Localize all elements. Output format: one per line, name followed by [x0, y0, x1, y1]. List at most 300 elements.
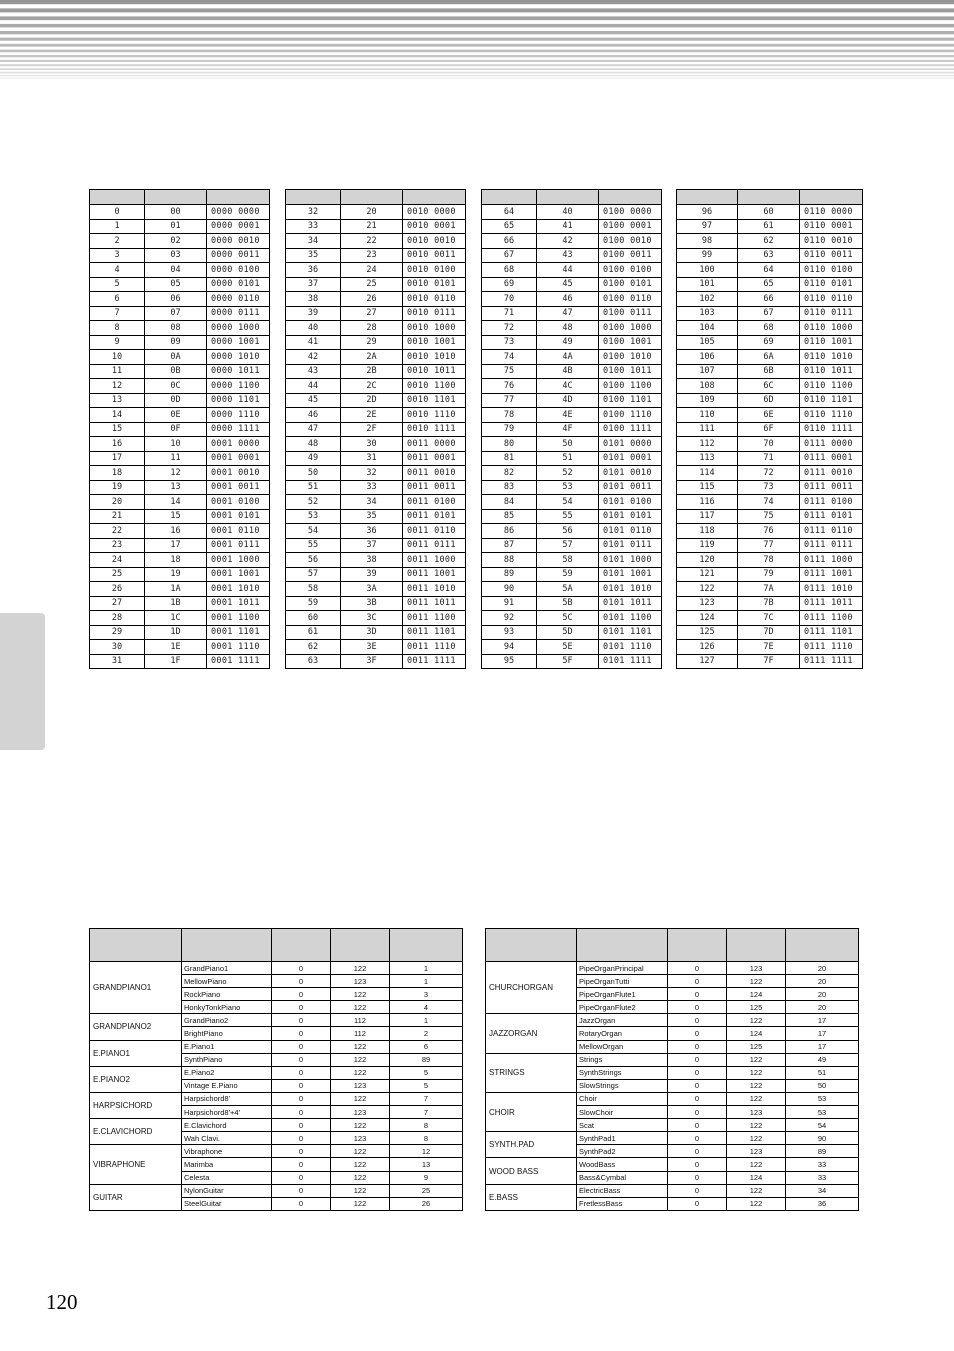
table-row	[677, 408, 863, 423]
hex-cell: 59	[537, 567, 599, 582]
hex-cell: 7B	[738, 596, 800, 611]
table-row	[286, 234, 466, 249]
binary-cell: 0000 1010	[207, 350, 270, 365]
decimal-cell: 84	[482, 495, 537, 510]
table-row	[90, 451, 270, 466]
voice-name-cell: Harpsichord8'+4'	[182, 1106, 272, 1119]
voice-name-cell: Strings	[577, 1053, 668, 1066]
table-row	[482, 495, 662, 510]
decimal-cell: 126	[677, 640, 738, 655]
decimal-cell: 2	[90, 234, 145, 249]
hex-cell: 74	[738, 495, 800, 510]
voice-group-cell: E.PIANO1	[90, 1040, 182, 1066]
binary-cell: 0100 1001	[599, 335, 662, 350]
table-row	[90, 263, 270, 278]
hex-cell: 7F	[738, 654, 800, 669]
binary-cell: 0110 0010	[800, 234, 863, 249]
binary-cell: 0100 0111	[599, 306, 662, 321]
decimal-cell: 53	[286, 509, 341, 524]
msb-cell: 0	[668, 1053, 727, 1066]
binary-cell: 0001 1110	[207, 640, 270, 655]
program-cell: 33	[786, 1158, 859, 1171]
binary-cell: 0001 1100	[207, 611, 270, 626]
decimal-cell: 0	[90, 205, 145, 220]
binary-cell: 0100 0100	[599, 263, 662, 278]
lsb-cell: 122	[331, 1053, 390, 1066]
lsb-cell: 124	[727, 1171, 786, 1184]
binary-cell: 0110 1100	[800, 379, 863, 394]
msb-cell: 0	[668, 1145, 727, 1158]
binary-cell: 0010 1010	[403, 350, 466, 365]
hex-cell: 16	[145, 524, 207, 539]
decimal-cell: 61	[286, 625, 341, 640]
decimal-cell: 25	[90, 567, 145, 582]
table-row	[286, 350, 466, 365]
table-row	[286, 654, 466, 669]
table-row	[286, 422, 466, 437]
msb-cell: 0	[272, 988, 331, 1001]
table-row	[286, 306, 466, 321]
hex-cell: 3A	[341, 582, 403, 597]
hex-cell: 43	[537, 248, 599, 263]
decimal-cell: 50	[286, 466, 341, 481]
table-header-row	[482, 190, 662, 205]
binary-cell: 0001 0010	[207, 466, 270, 481]
binary-cell: 0010 1011	[403, 364, 466, 379]
table-row	[677, 335, 863, 350]
program-cell: 7	[390, 1092, 463, 1105]
hex-cell: 24	[341, 263, 403, 278]
binary-cell: 0111 0010	[800, 466, 863, 481]
binary-cell: 0010 0101	[403, 277, 466, 292]
binary-cell: 0101 1010	[599, 582, 662, 597]
header-cell	[90, 929, 182, 962]
table-row	[482, 364, 662, 379]
program-cell: 89	[390, 1053, 463, 1066]
binary-cell: 0101 0000	[599, 437, 662, 452]
table-row	[90, 277, 270, 292]
voice-name-cell: Wah Clavi.	[182, 1132, 272, 1145]
lsb-cell: 122	[331, 962, 390, 975]
msb-cell: 0	[272, 1119, 331, 1132]
table-row	[90, 1119, 463, 1132]
hex-cell: 1E	[145, 640, 207, 655]
voice-name-cell: SynthStrings	[577, 1066, 668, 1079]
hex-cell: 2A	[341, 350, 403, 365]
table-row	[90, 1014, 463, 1027]
table-row	[90, 480, 270, 495]
table-row	[286, 451, 466, 466]
hex-cell: 06	[145, 292, 207, 307]
table-row	[286, 480, 466, 495]
hex-cell: 54	[537, 495, 599, 510]
conversion-table-3	[481, 189, 662, 669]
lsb-cell: 122	[727, 1092, 786, 1105]
decimal-cell: 17	[90, 451, 145, 466]
decimal-cell: 70	[482, 292, 537, 307]
binary-cell: 0111 0000	[800, 437, 863, 452]
binary-cell: 0000 0111	[207, 306, 270, 321]
decimal-cell: 118	[677, 524, 738, 539]
table-row	[90, 306, 270, 321]
table-row	[90, 1145, 463, 1158]
table-row	[90, 1040, 463, 1053]
table-row	[482, 248, 662, 263]
table-row	[486, 1014, 859, 1027]
table-row	[482, 219, 662, 234]
hex-cell: 32	[341, 466, 403, 481]
binary-cell: 0101 0111	[599, 538, 662, 553]
binary-cell: 0011 1000	[403, 553, 466, 568]
table-row	[482, 596, 662, 611]
binary-cell: 0101 1110	[599, 640, 662, 655]
decimal-cell: 73	[482, 335, 537, 350]
msb-cell: 0	[668, 1184, 727, 1197]
binary-cell: 0100 1000	[599, 321, 662, 336]
table-row	[90, 509, 270, 524]
binary-cell: 0010 0110	[403, 292, 466, 307]
binary-cell: 0110 0001	[800, 219, 863, 234]
lsb-cell: 124	[727, 1027, 786, 1040]
program-cell: 20	[786, 988, 859, 1001]
table-row	[482, 393, 662, 408]
voice-name-cell: PipeOrganFlute1	[577, 988, 668, 1001]
header-cell	[286, 190, 341, 205]
hex-cell: 63	[738, 248, 800, 263]
lsb-cell: 122	[331, 1145, 390, 1158]
binary-cell: 0001 1000	[207, 553, 270, 568]
hex-cell: 58	[537, 553, 599, 568]
voice-group-cell: CHOIR	[486, 1092, 577, 1131]
msb-cell: 0	[668, 962, 727, 975]
binary-cell: 0100 1111	[599, 422, 662, 437]
binary-cell: 0001 1001	[207, 567, 270, 582]
binary-cell: 0111 0110	[800, 524, 863, 539]
msb-cell: 0	[272, 1092, 331, 1105]
table-row	[677, 466, 863, 481]
table-row	[677, 611, 863, 626]
table-row	[677, 654, 863, 669]
header-cell	[272, 929, 331, 962]
hex-cell: 6A	[738, 350, 800, 365]
table-row	[286, 596, 466, 611]
msb-cell: 0	[668, 1001, 727, 1014]
hex-cell: 69	[738, 335, 800, 350]
table-row	[90, 205, 270, 220]
hex-cell: 0A	[145, 350, 207, 365]
decimal-cell: 89	[482, 567, 537, 582]
voice-table-2	[485, 928, 859, 1211]
header-cell	[577, 929, 668, 962]
binary-cell: 0110 0110	[800, 292, 863, 307]
lsb-cell: 122	[727, 975, 786, 988]
lsb-cell: 125	[727, 1040, 786, 1053]
binary-cell: 0011 1101	[403, 625, 466, 640]
voice-group-cell: GUITAR	[90, 1184, 182, 1210]
program-cell: 49	[786, 1053, 859, 1066]
binary-cell: 0000 0010	[207, 234, 270, 249]
decimal-cell: 98	[677, 234, 738, 249]
hex-cell: 6F	[738, 422, 800, 437]
table-row	[286, 466, 466, 481]
decimal-cell: 6	[90, 292, 145, 307]
hex-cell: 52	[537, 466, 599, 481]
binary-cell: 0011 1010	[403, 582, 466, 597]
table-row	[482, 408, 662, 423]
header-cell	[599, 190, 662, 205]
hex-cell: 17	[145, 538, 207, 553]
table-row	[286, 509, 466, 524]
decimal-cell: 117	[677, 509, 738, 524]
binary-cell: 0101 0001	[599, 451, 662, 466]
voice-group-cell: CHURCHORGAN	[486, 962, 577, 1014]
table-row	[90, 466, 270, 481]
binary-cell: 0001 0100	[207, 495, 270, 510]
hex-cell: 1D	[145, 625, 207, 640]
decimal-cell: 80	[482, 437, 537, 452]
table-row	[286, 625, 466, 640]
hex-cell: 34	[341, 495, 403, 510]
decimal-cell: 95	[482, 654, 537, 669]
decimal-cell: 37	[286, 277, 341, 292]
table-row	[90, 335, 270, 350]
decimal-cell: 31	[90, 654, 145, 669]
table-row	[90, 1092, 463, 1105]
hex-cell: 2E	[341, 408, 403, 423]
header-cell	[403, 190, 466, 205]
decimal-cell: 46	[286, 408, 341, 423]
binary-cell: 0111 0100	[800, 495, 863, 510]
decimal-cell: 88	[482, 553, 537, 568]
table-row	[677, 219, 863, 234]
table-row	[286, 495, 466, 510]
decimal-cell: 20	[90, 495, 145, 510]
program-cell: 50	[786, 1079, 859, 1092]
hex-cell: 2D	[341, 393, 403, 408]
voice-group-cell: HARPSICHORD	[90, 1092, 182, 1118]
decimal-cell: 83	[482, 480, 537, 495]
program-cell: 34	[786, 1184, 859, 1197]
table-row	[677, 509, 863, 524]
msb-cell: 0	[272, 1066, 331, 1079]
decimal-cell: 91	[482, 596, 537, 611]
lsb-cell: 122	[331, 1092, 390, 1105]
decimal-cell: 26	[90, 582, 145, 597]
voice-name-cell: SlowChoir	[577, 1106, 668, 1119]
table-row	[677, 306, 863, 321]
header-cell	[800, 190, 863, 205]
table-row	[482, 538, 662, 553]
lsb-cell: 123	[727, 1145, 786, 1158]
msb-cell: 0	[272, 962, 331, 975]
binary-cell: 0111 0011	[800, 480, 863, 495]
decimal-cell: 7	[90, 306, 145, 321]
binary-cell: 0000 1011	[207, 364, 270, 379]
decimal-cell: 59	[286, 596, 341, 611]
decimal-cell: 111	[677, 422, 738, 437]
program-cell: 17	[786, 1040, 859, 1053]
voice-group-cell: WOOD BASS	[486, 1158, 577, 1184]
hex-cell: 28	[341, 321, 403, 336]
msb-cell: 0	[272, 1184, 331, 1197]
hex-cell: 4A	[537, 350, 599, 365]
table-row	[90, 611, 270, 626]
table-row	[486, 962, 859, 975]
hex-cell: 22	[341, 234, 403, 249]
decimal-cell: 38	[286, 292, 341, 307]
msb-cell: 0	[668, 1132, 727, 1145]
decimal-cell: 35	[286, 248, 341, 263]
binary-cell: 0000 0000	[207, 205, 270, 220]
decimal-cell: 123	[677, 596, 738, 611]
msb-cell: 0	[272, 1106, 331, 1119]
lsb-cell: 123	[331, 1132, 390, 1145]
lsb-cell: 122	[727, 1066, 786, 1079]
program-cell: 13	[390, 1158, 463, 1171]
table-row	[482, 451, 662, 466]
program-cell: 6	[390, 1040, 463, 1053]
hex-cell: 44	[537, 263, 599, 278]
table-row	[90, 437, 270, 452]
binary-cell: 0111 1001	[800, 567, 863, 582]
decimal-cell: 67	[482, 248, 537, 263]
hex-cell: 3E	[341, 640, 403, 655]
table-header-row	[677, 190, 863, 205]
conversion-table-2	[285, 189, 466, 669]
decimal-cell: 56	[286, 553, 341, 568]
msb-cell: 0	[272, 1132, 331, 1145]
table-row	[677, 495, 863, 510]
binary-cell: 0001 0111	[207, 538, 270, 553]
msb-cell: 0	[272, 1001, 331, 1014]
header-cell	[486, 929, 577, 962]
voice-name-cell: SteelGuitar	[182, 1197, 272, 1210]
program-cell: 17	[786, 1014, 859, 1027]
program-cell: 20	[786, 962, 859, 975]
voice-table-1	[89, 928, 463, 1211]
hex-cell: 4C	[537, 379, 599, 394]
decimal-cell: 78	[482, 408, 537, 423]
decimal-cell: 93	[482, 625, 537, 640]
decimal-cell: 42	[286, 350, 341, 365]
binary-cell: 0100 0011	[599, 248, 662, 263]
table-row	[482, 335, 662, 350]
decimal-cell: 120	[677, 553, 738, 568]
voice-name-cell: SynthPiano	[182, 1053, 272, 1066]
msb-cell: 0	[668, 1066, 727, 1079]
table-row	[677, 567, 863, 582]
hex-cell: 03	[145, 248, 207, 263]
binary-cell: 0100 1011	[599, 364, 662, 379]
voice-group-cell: VIBRAPHONE	[90, 1145, 182, 1184]
voice-name-cell: BrightPiano	[182, 1027, 272, 1040]
side-tab	[0, 613, 45, 750]
decimal-cell: 107	[677, 364, 738, 379]
decimal-cell: 96	[677, 205, 738, 220]
decimal-cell: 1	[90, 219, 145, 234]
decimal-cell: 52	[286, 495, 341, 510]
decimal-cell: 22	[90, 524, 145, 539]
msb-cell: 0	[668, 1014, 727, 1027]
table-row	[90, 640, 270, 655]
decimal-cell: 27	[90, 596, 145, 611]
hex-cell: 6D	[738, 393, 800, 408]
msb-cell: 0	[272, 1197, 331, 1210]
msb-cell: 0	[668, 1119, 727, 1132]
binary-cell: 0101 1111	[599, 654, 662, 669]
table-row	[286, 567, 466, 582]
hex-cell: 37	[341, 538, 403, 553]
voice-name-cell: NylonGuitar	[182, 1184, 272, 1197]
table-row	[482, 277, 662, 292]
hex-cell: 0F	[145, 422, 207, 437]
decimal-cell: 39	[286, 306, 341, 321]
table-row	[286, 524, 466, 539]
hex-cell: 2B	[341, 364, 403, 379]
hex-cell: 25	[341, 277, 403, 292]
decimal-cell: 47	[286, 422, 341, 437]
hex-cell: 14	[145, 495, 207, 510]
program-cell: 9	[390, 1171, 463, 1184]
decimal-cell: 87	[482, 538, 537, 553]
program-cell: 25	[390, 1184, 463, 1197]
hex-cell: 15	[145, 509, 207, 524]
decimal-cell: 48	[286, 437, 341, 452]
binary-cell: 0000 0100	[207, 263, 270, 278]
lsb-cell: 122	[331, 1040, 390, 1053]
table-row	[90, 596, 270, 611]
hex-cell: 47	[537, 306, 599, 321]
decimal-cell: 15	[90, 422, 145, 437]
decimal-cell: 112	[677, 437, 738, 452]
table-row	[90, 234, 270, 249]
binary-cell: 0001 0101	[207, 509, 270, 524]
hex-cell: 45	[537, 277, 599, 292]
hex-cell: 27	[341, 306, 403, 321]
binary-cell: 0100 1110	[599, 408, 662, 423]
binary-cell: 0001 1010	[207, 582, 270, 597]
binary-cell: 0100 0001	[599, 219, 662, 234]
table-header-row	[90, 929, 463, 962]
msb-cell: 0	[668, 1106, 727, 1119]
table-row	[90, 582, 270, 597]
table-row	[90, 422, 270, 437]
binary-cell: 0100 0101	[599, 277, 662, 292]
hex-cell: 0D	[145, 393, 207, 408]
program-cell: 3	[390, 988, 463, 1001]
decimal-cell: 74	[482, 350, 537, 365]
decimal-cell: 62	[286, 640, 341, 655]
decimal-cell: 115	[677, 480, 738, 495]
program-cell: 51	[786, 1066, 859, 1079]
program-cell: 8	[390, 1119, 463, 1132]
voice-name-cell: HonkyTonkPiano	[182, 1001, 272, 1014]
decimal-cell: 86	[482, 524, 537, 539]
binary-cell: 0100 0010	[599, 234, 662, 249]
binary-cell: 0110 0011	[800, 248, 863, 263]
binary-cell: 0000 0011	[207, 248, 270, 263]
decimal-cell: 94	[482, 640, 537, 655]
binary-cell: 0111 1100	[800, 611, 863, 626]
table-row	[482, 379, 662, 394]
lsb-cell: 123	[727, 1106, 786, 1119]
table-row	[677, 451, 863, 466]
binary-cell: 0101 1001	[599, 567, 662, 582]
voice-name-cell: MellowPiano	[182, 975, 272, 988]
binary-cell: 0011 0110	[403, 524, 466, 539]
table-header-row	[90, 190, 270, 205]
decimal-cell: 57	[286, 567, 341, 582]
